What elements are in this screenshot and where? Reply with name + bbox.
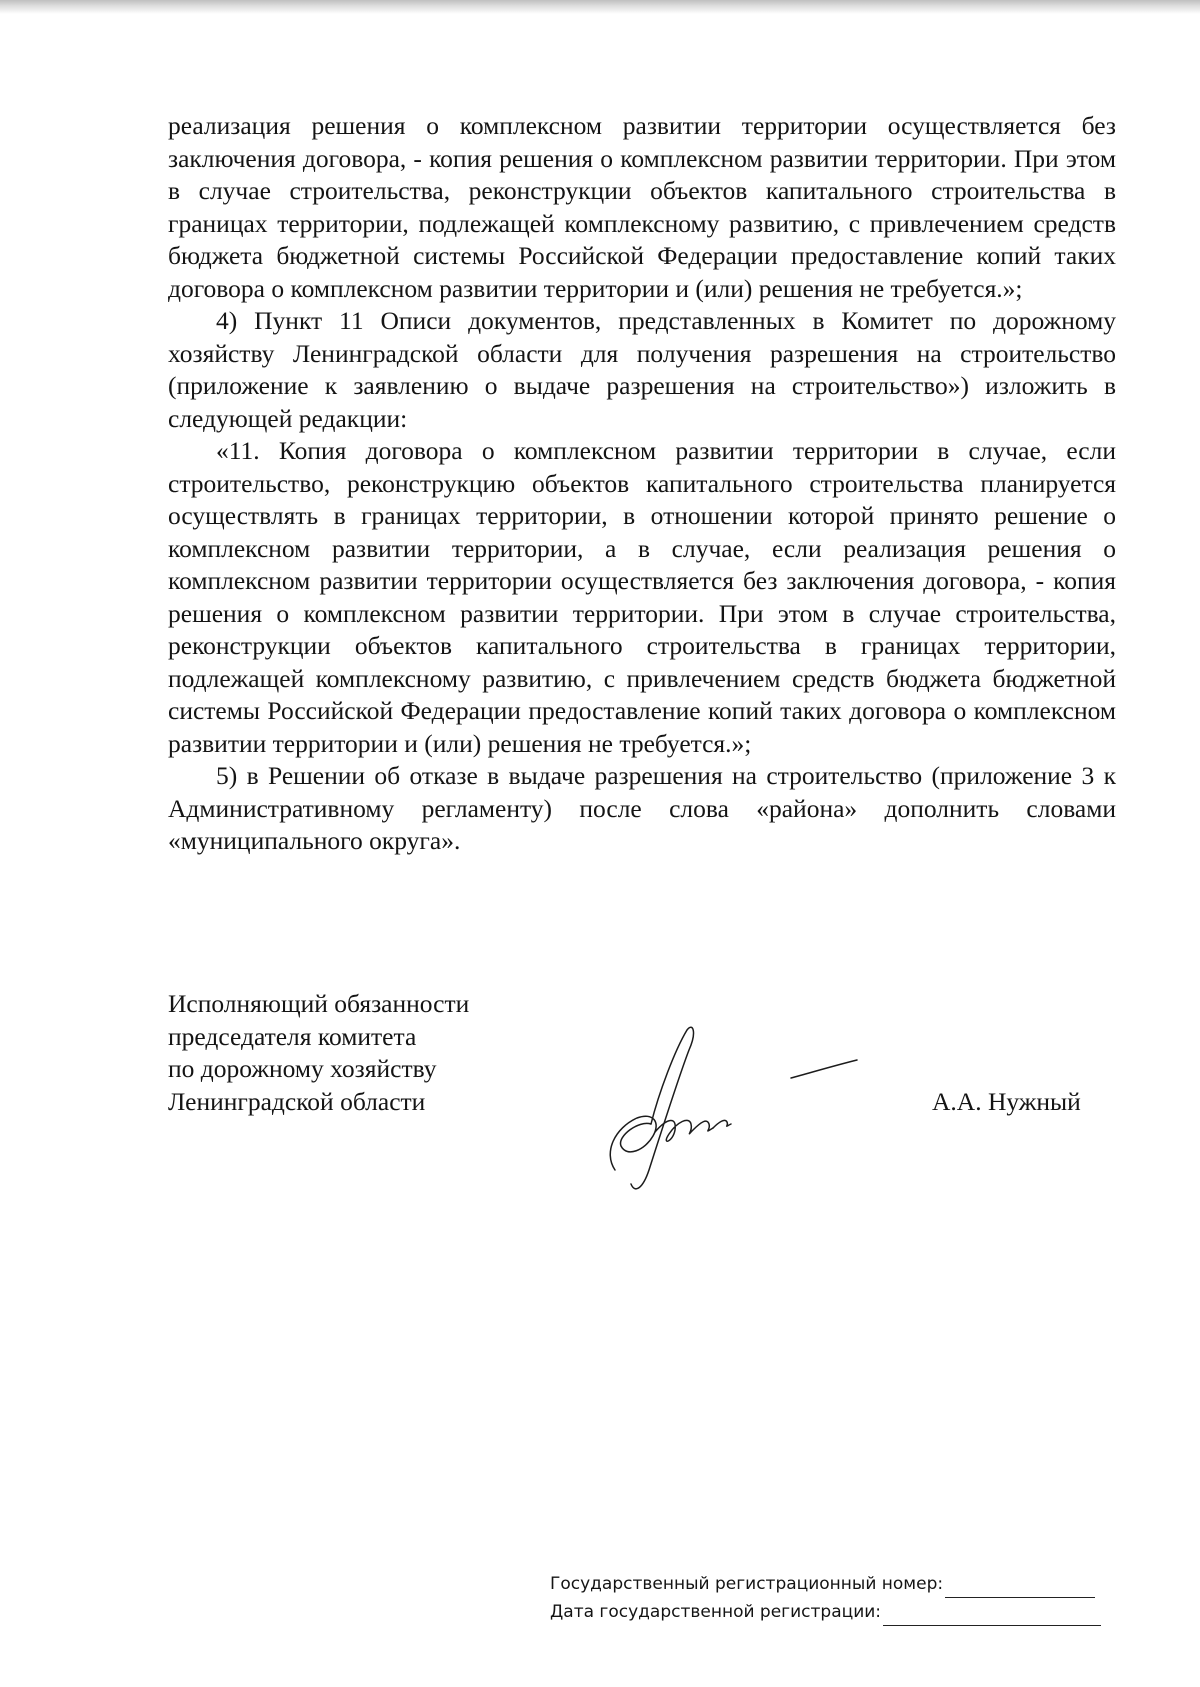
registration-date-row bbox=[550, 1598, 1120, 1626]
paragraph-item-4: 4) Пункт 11 Описи документов, представленных в Комитет по дорожному хозяйству Ленинградской области для получения разрешения на строительство (приложение к заявлению о выдаче разрешения на строительство») изложить в следующей редакции: bbox=[168, 306, 1116, 433]
registration-block bbox=[550, 1570, 1120, 1626]
paragraph-continuation: реализация решения о комплексном развитии территории осуществляется без заключения договора, - копия решения о комплексном развитии территории. При этом в случае строительства, реконструкции объектов капитального строительства в границах территории, подлежащей комплексному развитию, с привлечением средств бюджета бюджетной системы Российской Федерации предоставление копий таких договора о комплексном развитии территории и (или) решения не требуется.»; bbox=[168, 111, 1116, 303]
registration-date-blank bbox=[883, 1607, 1101, 1626]
signer-position bbox=[168, 988, 588, 1118]
signer-position-line: Ленинградской области bbox=[168, 1086, 426, 1116]
signer-position-line: Исполняющий обязанности bbox=[168, 989, 470, 1018]
paragraph-item-11-quote: «11. Копия договора о комплексном развитии территории в случае, если строительство, реконструкцию объектов капитального строительства планируется осуществлять в границах территории, в отношении которой принято решение о комплексном развитии территории, а в случае, если реализация решения о комплексном развитии территории осуществляется без заключения договора, - копия решения о комплексном развитии территории. При этом в случае строительства, реконструкции объектов капитального строительства в границах территории, подлежащей комплексному развитию, с привлечением средств бюджета бюджетной системы Российской Федерации предоставление копий таких договора о комплексном развитии территории и (или) решения не требуется.»; bbox=[168, 436, 1116, 758]
registration-date-label: Дата государственной регистрации: bbox=[550, 1602, 882, 1622]
registration-number-label: Государственный регистрационный номер: bbox=[550, 1574, 944, 1594]
paragraph-item-5: 5) в Решении об отказе в выдаче разрешения на строительство (приложение 3 к Административному регламенту) после слова «района» дополнить словами «муниципального округа». bbox=[168, 761, 1116, 855]
signer-position-line: председателя комитета bbox=[168, 1021, 417, 1051]
document-body bbox=[168, 110, 1116, 858]
registration-number-blank bbox=[945, 1579, 1095, 1598]
signer-name: А.А. Нужный bbox=[932, 1087, 1081, 1116]
registration-number-row bbox=[550, 1570, 1120, 1598]
signer-position-line: по дорожному хозяйству bbox=[168, 1054, 437, 1083]
scan-top-edge bbox=[0, 0, 1200, 14]
handwritten-signature bbox=[595, 1020, 895, 1200]
